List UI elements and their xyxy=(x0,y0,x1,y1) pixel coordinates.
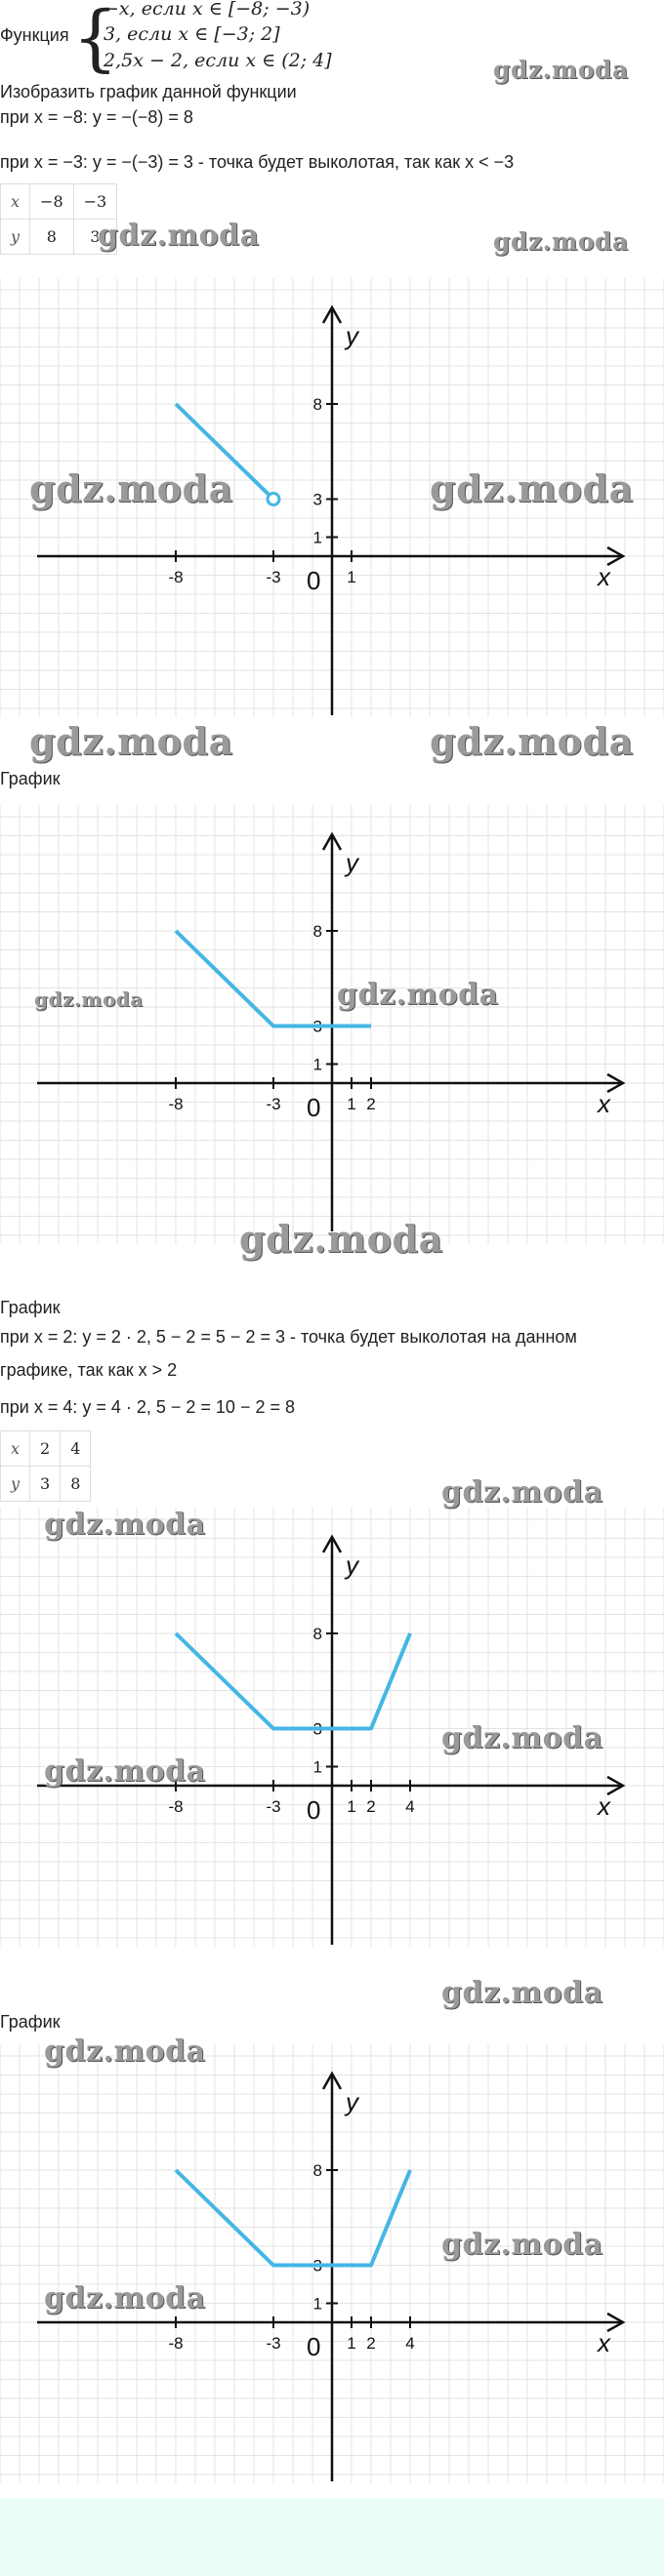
calc1-line2: при x = −3: y = −(−3) = 3 - точка будет выколотая, так как x < −3 xyxy=(0,152,515,172)
origin-label: 0 xyxy=(307,2332,321,2361)
watermark: gdz.moda xyxy=(29,719,233,763)
case-1: −x, если x ∈ [−8; −3) xyxy=(104,0,311,20)
graph-4-label: График xyxy=(0,2012,61,2032)
y-tick-label: 8 xyxy=(312,2161,322,2180)
x-tick-label: 1 xyxy=(347,568,356,586)
watermark: gdz.moda xyxy=(44,1754,206,1789)
footer-band xyxy=(0,2498,664,2576)
y-axis-name: y xyxy=(346,848,358,877)
watermark: gdz.moda xyxy=(441,2228,603,2262)
graph-2 xyxy=(0,805,664,1244)
y-axis-name: y xyxy=(346,2087,358,2116)
x-axis-name: x xyxy=(598,562,610,591)
table2-x0: 2 xyxy=(30,1431,61,1467)
graph-2-label: График xyxy=(0,769,61,788)
table1-x1: −3 xyxy=(73,184,117,220)
system-brace: { xyxy=(72,0,119,80)
watermark: gdz.moda xyxy=(44,1508,206,1542)
x-tick-label: -3 xyxy=(266,1797,281,1816)
x-tick-label: 4 xyxy=(405,2334,415,2353)
x-tick-label: 2 xyxy=(366,1797,376,1816)
x-tick-label: -8 xyxy=(168,568,184,586)
table1-y0: 8 xyxy=(30,220,74,255)
origin-label: 0 xyxy=(307,1093,321,1122)
calc2-line1: при x = 2: y = 2 · 2, 5 − 2 = 5 − 2 = 3 - точка будет выколотая на данном xyxy=(0,1327,577,1347)
x-tick-label: 4 xyxy=(405,1797,415,1816)
y-tick-label: 8 xyxy=(312,1625,322,1643)
watermark: gdz.moda xyxy=(34,987,144,1011)
origin-label: 0 xyxy=(307,1795,321,1825)
y-tick-label: 3 xyxy=(312,490,322,509)
values-table-2 xyxy=(0,1430,91,1502)
x-tick-label: -3 xyxy=(266,568,281,586)
x-tick-label: 2 xyxy=(366,1095,376,1113)
table1-x-label: x xyxy=(1,184,30,220)
table1-y-label: y xyxy=(1,220,30,255)
watermark: gdz.moda xyxy=(98,219,260,253)
y-tick-label: 8 xyxy=(312,395,322,414)
table2-x-label: x xyxy=(1,1431,30,1467)
watermark: gdz.moda xyxy=(29,466,233,510)
y-tick-label: 8 xyxy=(312,922,322,941)
x-tick-label: -8 xyxy=(168,1797,184,1816)
case-3: 2,5x − 2, если x ∈ (2; 4] xyxy=(104,50,332,71)
x-tick-label: 1 xyxy=(347,1797,356,1816)
origin-label: 0 xyxy=(307,566,321,595)
x-axis-name: x xyxy=(598,1791,610,1821)
watermark: gdz.moda xyxy=(441,1721,603,1755)
y-tick-label: 1 xyxy=(312,1055,322,1074)
watermark: gdz.moda xyxy=(430,719,634,763)
x-tick-label: 2 xyxy=(366,2334,376,2353)
graph-4 xyxy=(0,2044,664,2483)
x-tick-label: -8 xyxy=(168,1095,184,1113)
x-tick-label: -3 xyxy=(266,2334,281,2353)
watermark: gdz.moda xyxy=(44,2281,206,2315)
watermark: gdz.moda xyxy=(430,466,634,510)
table1-y1: 3 xyxy=(73,220,117,255)
watermark: gdz.moda xyxy=(239,1217,443,1261)
calc1-line1: при x = −8: y = −(−8) = 8 xyxy=(0,107,193,127)
x-tick-label: 1 xyxy=(347,1095,356,1113)
watermark: gdz.moda xyxy=(337,978,499,1012)
y-tick-label: 3 xyxy=(312,2256,322,2275)
table1-x0: −8 xyxy=(30,184,74,220)
calc2-line2: при x = 4: y = 4 · 2, 5 − 2 = 10 − 2 = 8 xyxy=(0,1397,295,1417)
task-text: Изобразить график данной функции xyxy=(0,82,297,101)
watermark: gdz.moda xyxy=(493,227,629,256)
open-point xyxy=(268,494,279,505)
x-tick-label: 1 xyxy=(347,2334,356,2353)
graph-3-label: График xyxy=(0,1298,61,1317)
x-axis-name: x xyxy=(598,2328,610,2357)
y-axis-name: y xyxy=(346,1550,358,1580)
x-tick-label: -3 xyxy=(266,1095,281,1113)
y-tick-label: 1 xyxy=(312,1757,322,1777)
function-label: Функция xyxy=(0,25,69,45)
table2-y0: 3 xyxy=(30,1467,61,1502)
x-axis-name: x xyxy=(598,1089,610,1118)
watermark: gdz.moda xyxy=(441,1475,603,1509)
table2-x1: 4 xyxy=(61,1431,91,1467)
watermark: gdz.moda xyxy=(493,56,629,84)
calc2-line1b: графике, так как x > 2 xyxy=(0,1360,178,1380)
y-tick-label: 3 xyxy=(312,1719,322,1739)
case-2: 3, если x ∈ [−3; 2] xyxy=(104,23,280,45)
x-tick-label: -8 xyxy=(168,2334,184,2353)
y-tick-label: 1 xyxy=(312,2294,322,2314)
y-axis-name: y xyxy=(346,321,358,350)
y-tick-label: 1 xyxy=(312,528,322,547)
table2-y-label: y xyxy=(1,1467,30,1502)
watermark: gdz.moda xyxy=(441,1976,603,2010)
y-tick-label: 3 xyxy=(312,1017,322,1036)
watermark: gdz.moda xyxy=(44,2034,206,2069)
table2-y1: 8 xyxy=(61,1467,91,1502)
